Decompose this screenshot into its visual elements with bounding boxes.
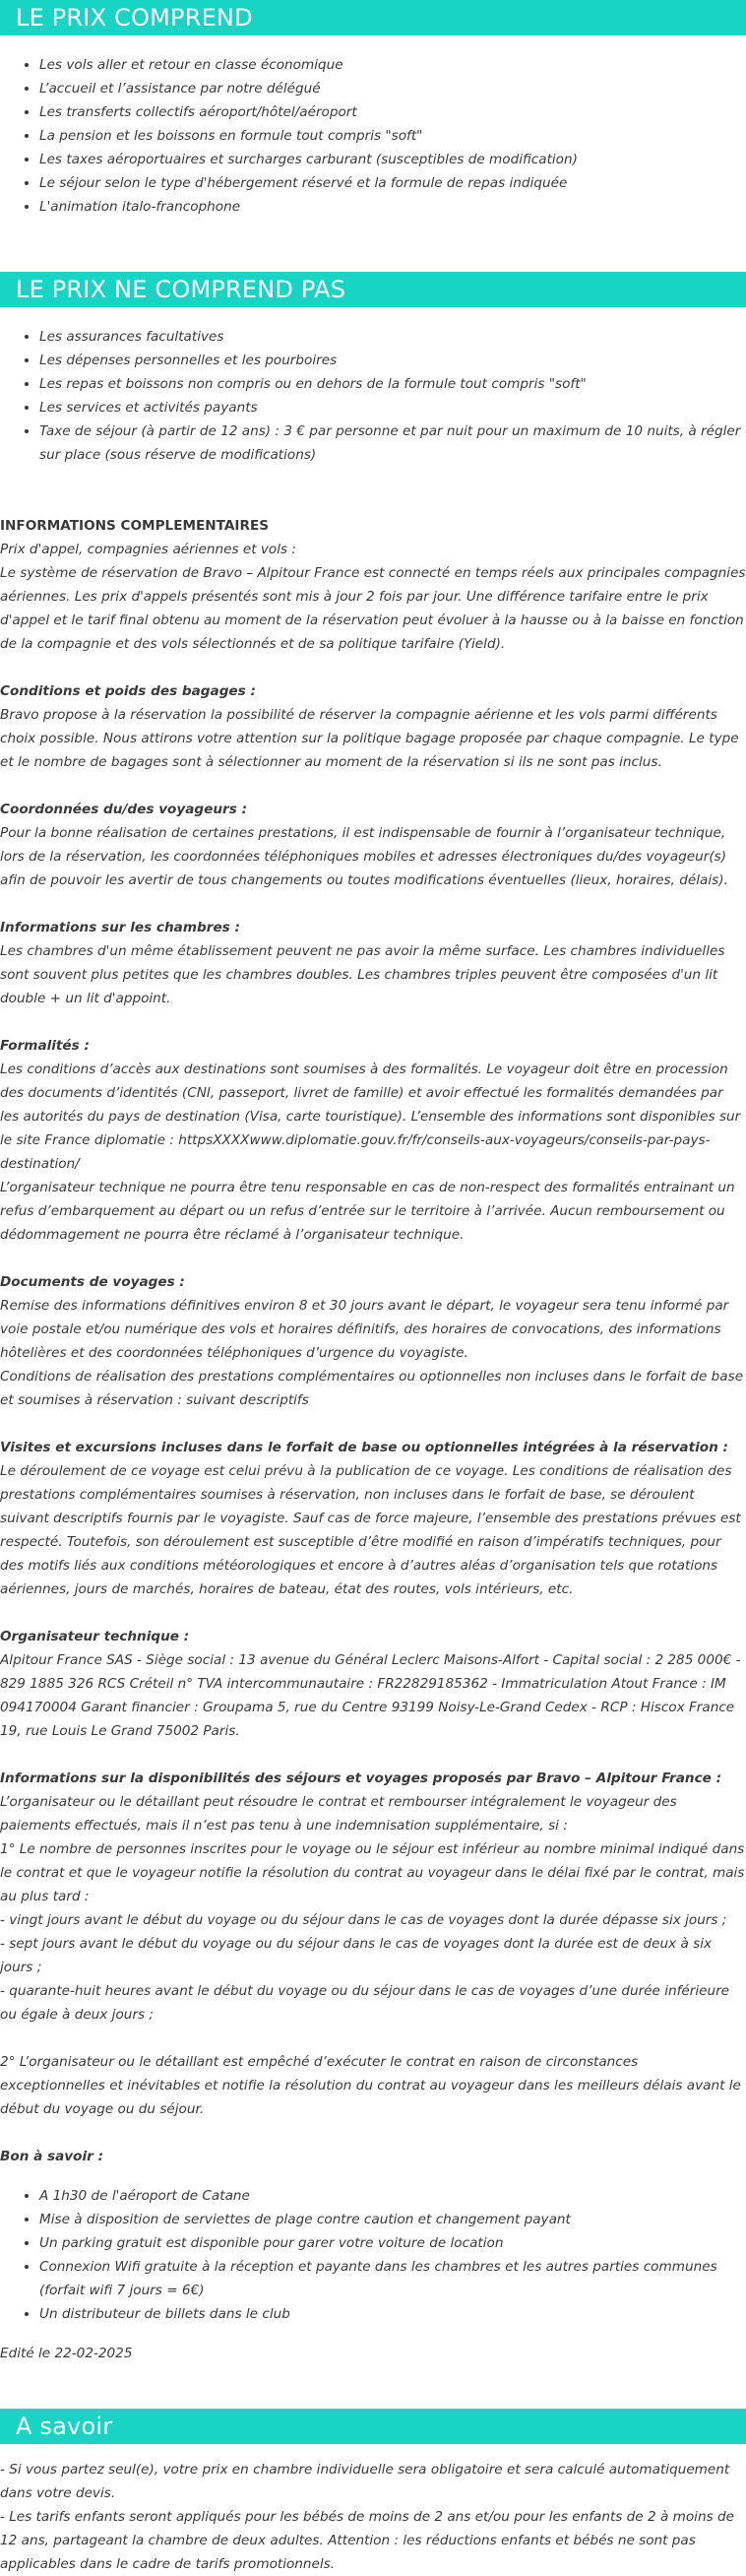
list-item: • Les services et activités payants xyxy=(39,396,746,419)
formalites-text-2: L’organisateur technique ne pourra être tenu responsable en cas de non-respect des formalités entrainant un refus d’embarquement au départ ou un refus d’entrée sur le territoire à l’arrivée. Aucun remboursement ou dédommagement ne pourra être réclamé à l’organisateur technique. xyxy=(0,1180,735,1243)
infos-title: INFORMATIONS COMPLEMENTAIRES xyxy=(0,518,270,534)
list-item: • Les taxes aéroportuaires et surcharges carburant (susceptibles de modification) xyxy=(39,148,746,171)
organisateur-heading: Organisateur technique : xyxy=(0,1629,190,1644)
section-title-a-savoir: A savoir xyxy=(0,2409,746,2444)
list-item: • L'animation italo-francophone xyxy=(39,195,746,219)
prix-appel-heading: Prix d'appel, compagnies aériennes et vols : xyxy=(0,542,297,557)
prix-appel-text: Le système de réservation de Bravo – Alpitour France est connecté en temps réels aux principales compagnies aériennes. Les prix d'appels présentés sont mis à jour 2 fois par jour. Une différence tarifaire entre le prix d'appel et le tarif final obtenu au moment de la réservation peut évoluer à la hausse ou à la baisse en fonction de la compagnie et des vols sélectionnés et de sa politique tarifaire (Yield). xyxy=(0,565,746,652)
list-item: • Connexion Wifi gratuite à la réception et payante dans les chambres et les autres parties communes (forfait wifi 7 jours = 6€) xyxy=(39,2255,746,2302)
chambres-text: Les chambres d'un même établissement peuvent ne pas avoir la même surface. Les chambres individuelles sont souvent plus petites que les chambres doubles. Les chambres triples peuvent être composées d'un lit double + un lit d'appoint. xyxy=(0,943,725,1006)
organisateur-text: Alpitour France SAS - Siège social : 13 avenue du Général Leclerc Maisons-Alfort - Capital social : 2 285 000€ - 829 1885 326 RCS Créteil n° TVA intercommunautaire : FR22829185362 - Immatriculation Atout France : IM 094170004 Garant financier : Groupama 5, rue du Centre 93199 Noisy-Le-Grand Cedex - RCP : Hiscox France 19, rue Louis Le Grand 75002 Paris. xyxy=(0,1652,741,1739)
bon-a-savoir-heading: Bon à savoir : xyxy=(0,2149,104,2164)
list-item: • Les transferts collectifs aéroport/hôtel/aéroport xyxy=(39,100,746,124)
disponibilite-line: 1° Le nombre de personnes inscrites pour le voyage ou le séjour est inférieur au nombre minimal indiqué dans le contrat et que le voyageur notifie la résolution du contrat au voyageur dans le délai fixé par le contrat, mais au plus tard : xyxy=(0,1841,745,1904)
bon-a-savoir-list xyxy=(0,2184,746,2326)
disponibilite-line: - sept jours avant le début du voyage ou du séjour dans le cas de voyages dont la durée est de deux à six jours ; xyxy=(0,1936,713,1975)
formalites-text: Les conditions d’accès aux destinations sont soumises à des formalités. Le voyageur doit être en procession des documents d’identités (CNI, passeport, livret de famille) et avoir effectué les formalités demandées par les autorités du pays de destination (Visa, carte touristique). L’ensemble des informations sont disponibles sur le site France diplomatie : httpsXXXXwww.diplomatie.gouv.fr/fr/conseils-aux-voyageurs/conseils-par-pays-destination/ xyxy=(0,1062,741,1172)
list-item: • A 1h30 de l'aéroport de Catane xyxy=(39,2184,746,2208)
edited-date: Edité le 22-02-2025 xyxy=(0,2346,133,2361)
a-savoir-line: - Si vous partez seul(e), votre prix en chambre individuelle sera obligatoire et sera calculé automatiquement dans votre devis. xyxy=(0,2462,730,2501)
list-item: • Les repas et boissons non compris ou en dehors de la formule tout compris "soft" xyxy=(39,372,746,396)
list-item: • Un distributeur de billets dans le club xyxy=(39,2302,746,2326)
a-savoir-line: - Les tarifs enfants seront appliqués pour les bébés de moins de 2 ans et/ou pour les enfants de 2 à moins de 12 ans, partageant la chambre de deux adultes. Attention : les réductions enfants et bébés ne sont pas applicables dans le cadre de tarifs promotionnels. xyxy=(0,2509,734,2572)
list-item: • La pension et les boissons en formule tout compris "soft" xyxy=(39,124,746,148)
list-item: • Mise à disposition de serviettes de plage contre caution et changement payant xyxy=(39,2208,746,2231)
formalites-heading: Formalités : xyxy=(0,1038,90,1054)
prix-comprend-list xyxy=(0,53,746,219)
chambres-heading: Informations sur les chambres : xyxy=(0,920,240,935)
disponibilite-heading: Informations sur la disponibilités des séjours et voyages proposés par Bravo – Alpitour France : xyxy=(0,1771,722,1786)
informations-complementaires xyxy=(0,514,746,2365)
documents-text-2: Conditions de réalisation des prestations complémentaires ou optionnelles non incluses dans le forfait de base et soumises à réservation : suivant descriptifs xyxy=(0,1369,744,1408)
coordonnees-text: Pour la bonne réalisation de certaines prestations, il est indispensable de fournir à l’organisateur technique, lors de la réservation, les coordonnées téléphoniques mobiles et adresses électroniques du/des voyageur(s) afin de pouvoir les avertir de tous changements ou toutes modifications éventuelles (lieux, horaires, délais). xyxy=(0,825,728,888)
list-item: • Les dépenses personnelles et les pourboires xyxy=(39,349,746,372)
disponibilite-line: - vingt jours avant le début du voyage ou du séjour dans le cas de voyages dont la durée dépasse six jours ; xyxy=(0,1912,727,1928)
visites-heading: Visites et excursions incluses dans le forfait de base ou optionnelles intégrées à la réservation : xyxy=(0,1440,728,1455)
disponibilite-text-2: 2° L’organisateur ou le détaillant est empêché d’exécuter le contrat en raison de circonstances exceptionnelles et inévitables et notifie la résolution du contrat au voyageur dans les meilleurs délais avant le début du voyage ou du séjour. xyxy=(0,2054,741,2117)
list-item: • L’accueil et l’assistance par notre délégué xyxy=(39,77,746,100)
list-item: • Taxe de séjour (à partir de 12 ans) : 3 € par personne et par nuit pour un maximum de 10 nuits, à régler sur place (sous réserve de modifications) xyxy=(39,419,746,467)
documents-heading: Documents de voyages : xyxy=(0,1274,185,1290)
prix-ne-comprend-pas-list xyxy=(0,325,746,467)
disponibilite-line: L’organisateur ou le détaillant peut résoudre le contrat et rembourser intégralement le voyageur des paiements effectués, mais il n’est pas tenu à une indemnisation supplémentaire, si : xyxy=(0,1794,677,1834)
section-title-prix-ne-comprend-pas: LE PRIX NE COMPREND PAS xyxy=(0,272,746,307)
coordonnees-heading: Coordonnées du/des voyageurs : xyxy=(0,802,248,817)
documents-text: Remise des informations définitives environ 8 et 30 jours avant le départ, le voyageur sera tenu informé par voie postale et/ou numérique des vols et horaires définitifs, des horaires de convocations, des informations hôtelières et des coordonnées téléphoniques d’urgence du voyagiste. xyxy=(0,1298,729,1361)
list-item: • Les vols aller et retour en classe économique xyxy=(39,53,746,77)
section-title-prix-comprend: LE PRIX COMPREND xyxy=(0,0,746,35)
visites-text: Le déroulement de ce voyage est celui prévu à la publication de ce voyage. Les conditions de réalisation des prestations complémentaires soumises à réservation, non incluses dans le forfait de base, se déroulent suivant descriptifs fournis par le voyagiste. Sauf cas de force majeure, l’ensemble des prestations prévues est respecté. Toutefois, son déroulement est susceptible d’être modifié en raison d’impératifs techniques, pour des motifs liés aux conditions météorologiques et encore à d’autres aléas d’organisation tels que rotations aériennes, jours de marchés, horaires de bateau, état des routes, vols intérieurs, etc. xyxy=(0,1463,741,1597)
bagages-text: Bravo propose à la réservation la possibilité de réserver la compagnie aérienne et les vols parmi différents choix possible. Nous attirons votre attention sur la politique bagage proposée par chaque compagnie. Le type et le nombre de bagages sont à sélectionner au moment de la réservation si ils ne sont pas inclus. xyxy=(0,707,739,770)
bagages-heading: Conditions et poids des bagages : xyxy=(0,683,256,699)
list-item: • Le séjour selon le type d'hébergement réservé et la formule de repas indiquée xyxy=(39,171,746,195)
list-item: • Un parking gratuit est disponible pour garer votre voiture de location xyxy=(39,2231,746,2255)
disponibilite-line: - quarante-huit heures avant le début du voyage ou du séjour dans le cas de voyages d’une durée inférieure ou égale à deux jours ; xyxy=(0,1983,730,2023)
list-item: • Les assurances facultatives xyxy=(39,325,746,349)
